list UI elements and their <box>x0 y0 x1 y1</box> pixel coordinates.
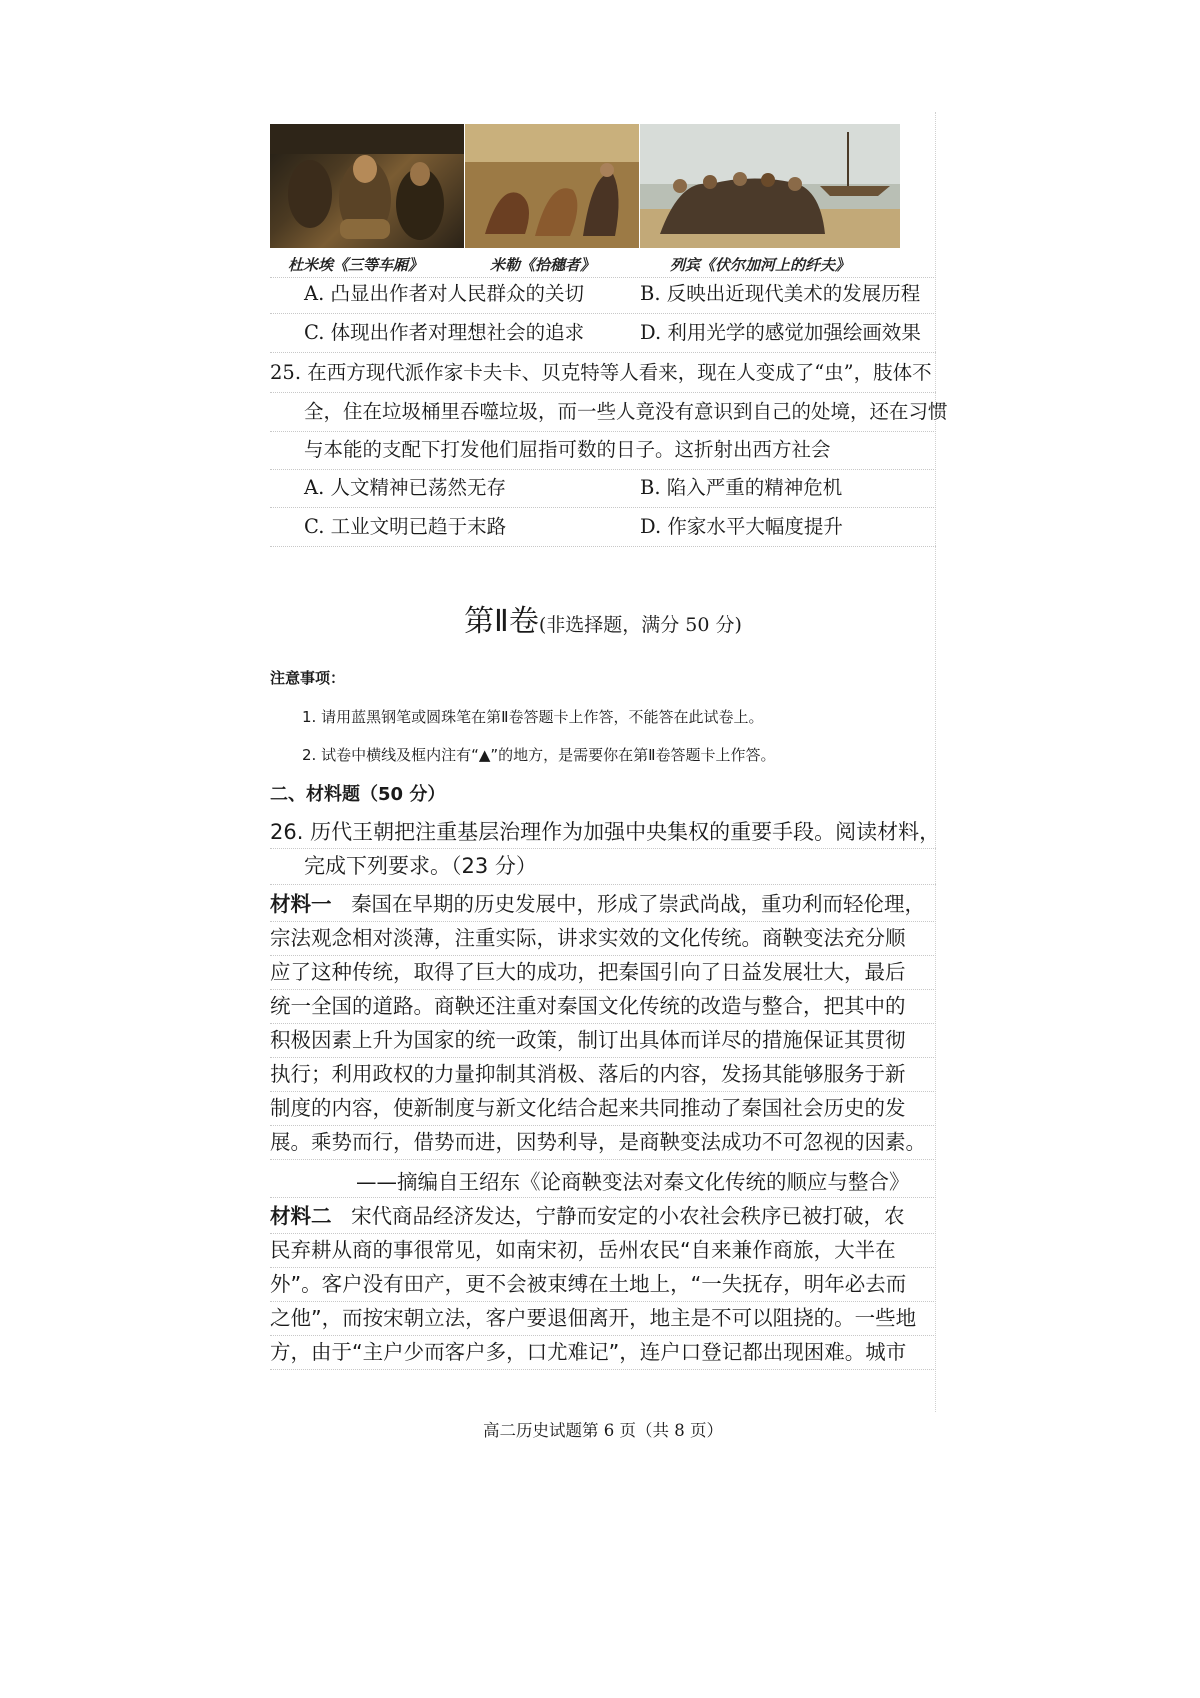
q25-option-b: B. 陷入严重的精神危机 <box>640 476 843 499</box>
caption-daumier: 杜米埃《三等车厢》 <box>288 256 424 274</box>
material-1-label: 材料一 <box>270 892 332 916</box>
material-1-line-6: 执行；利用政权的力量抑制其消极、落后的内容，发扬其能够服务于新 <box>270 1062 906 1086</box>
page-footer: 高二历史试题第 6 页（共 8 页） <box>483 1421 723 1440</box>
divider <box>270 277 936 278</box>
section-2-title <box>270 596 936 640</box>
painting-third-class-carriage <box>270 124 464 248</box>
material-1-line-7: 制度的内容，使新制度与新文化结合起来共同推动了秦国社会历史的发 <box>270 1096 906 1120</box>
q25-line-1: 25. 在西方现代派作家卡夫卡、贝克特等人看来，现在人变成了“虫”，肢体不 <box>270 361 932 384</box>
material-2-line-5: 方，由于“主户少而客户多，口尤难记”，连户口登记都出现困难。城市 <box>270 1340 907 1364</box>
material-1-line-2: 宗法观念相对淡薄，注重实际，讲求实效的文化传统。商鞅变法充分顺 <box>270 926 906 950</box>
painting-gleaners-image <box>465 124 639 248</box>
painting-gleaners <box>465 124 639 248</box>
divider <box>270 431 936 432</box>
material-1-line-8: 展。乘势而行，借势而进，因势利导，是商鞅变法成功不可忽视的因素。 <box>270 1130 926 1154</box>
section-2-title-sub: (非选择题，满分 50 分) <box>538 614 742 636</box>
material-2-line-2: 民弃耕从商的事很常见，如南宋初，岳州农民“自来兼作商旅，大半在 <box>270 1238 896 1262</box>
notice-item-2: 2. 试卷中横线及框内注有“▲”的地方，是需要你在第Ⅱ卷答题卡上作答。 <box>302 746 776 764</box>
paintings-strip <box>270 124 902 248</box>
material-2-label: 材料二 <box>270 1204 332 1228</box>
material-2-line-4: 之他”，而按宋朝立法，客户要退佃离开，地主是不可以阻挠的。一些地 <box>270 1306 917 1330</box>
q24-option-a: A. 凸显出作者对人民群众的关切 <box>304 282 584 305</box>
divider <box>270 313 936 314</box>
divider <box>270 884 936 885</box>
q26-line-2: 完成下列要求。（23 分） <box>304 854 537 878</box>
notice-heading: 注意事项： <box>270 669 346 687</box>
section-2-title-main: 第Ⅱ卷 <box>464 604 539 639</box>
q24-option-d: D. 利用光学的感觉加强绘画效果 <box>640 321 921 344</box>
painting-third-class-carriage-image <box>270 124 464 248</box>
painting-volga-boatmen-image <box>640 124 900 248</box>
divider <box>270 469 936 470</box>
divider <box>270 1197 936 1198</box>
material-1-line-5: 积极因素上升为国家的统一政策，制订出具体而详尽的措施保证其贯彻 <box>270 1028 906 1052</box>
divider <box>270 1159 936 1160</box>
divider <box>270 1369 936 1370</box>
material-1-source: ——摘编自王绍东《论商鞅变法对秦文化传统的顺应与整合》 <box>356 1170 910 1194</box>
material-1-text: 秦国在早期的历史发展中，形成了崇武尚战，重功利而轻伦理， <box>351 892 926 916</box>
q25-option-a: A. 人文精神已荡然无存 <box>304 476 506 499</box>
q25-option-d: D. 作家水平大幅度提升 <box>640 515 843 538</box>
material-2-line-3: 外”。客户没有田产，更不会被束缚在土地上，“一失抚存，明年必去而 <box>270 1272 907 1296</box>
caption-millet: 米勒《拾穗者》 <box>490 256 596 274</box>
divider <box>270 546 936 547</box>
part-2-heading: 二、材料题（50 分） <box>270 784 446 805</box>
painting-volga-boatmen <box>640 124 900 248</box>
q24-option-c: C. 体现出作者对理想社会的追求 <box>304 321 585 344</box>
material-2-text: 宋代商品经济发达，宁静而安定的小农社会秩序已被打破，农 <box>351 1204 905 1228</box>
divider <box>270 507 936 508</box>
material-2-line-1 <box>270 1200 936 1233</box>
divider <box>270 848 936 849</box>
notice-item-1: 1. 请用蓝黑钢笔或圆珠笔在第Ⅱ卷答题卡上作答，不能答在此试卷上。 <box>302 708 764 726</box>
q24-option-b: B. 反映出近现代美术的发展历程 <box>640 282 921 305</box>
caption-repin: 列宾《伏尔加河上的纤夫》 <box>670 256 851 274</box>
q25-line-2: 全，住在垃圾桶里吞噬垃圾，而一些人竟没有意识到自己的处境，还在习惯 <box>304 400 948 423</box>
q25-line-3: 与本能的支配下打发他们屈指可数的日子。这折射出西方社会 <box>304 438 831 461</box>
material-1-line-1 <box>270 888 936 921</box>
material-1-line-3: 应了这种传统，取得了巨大的成功，把秦国引向了日益发展壮大，最后 <box>270 960 906 984</box>
q25-option-c: C. 工业文明已趋于末路 <box>304 515 507 538</box>
material-1-line-4: 统一全国的道路。商鞅还注重对秦国文化传统的改造与整合，把其中的 <box>270 994 906 1018</box>
q26-line-1: 26. 历代王朝把注重基层治理作为加强中央集权的重要手段。阅读材料， <box>270 820 941 844</box>
divider <box>270 352 936 353</box>
divider <box>270 392 936 393</box>
